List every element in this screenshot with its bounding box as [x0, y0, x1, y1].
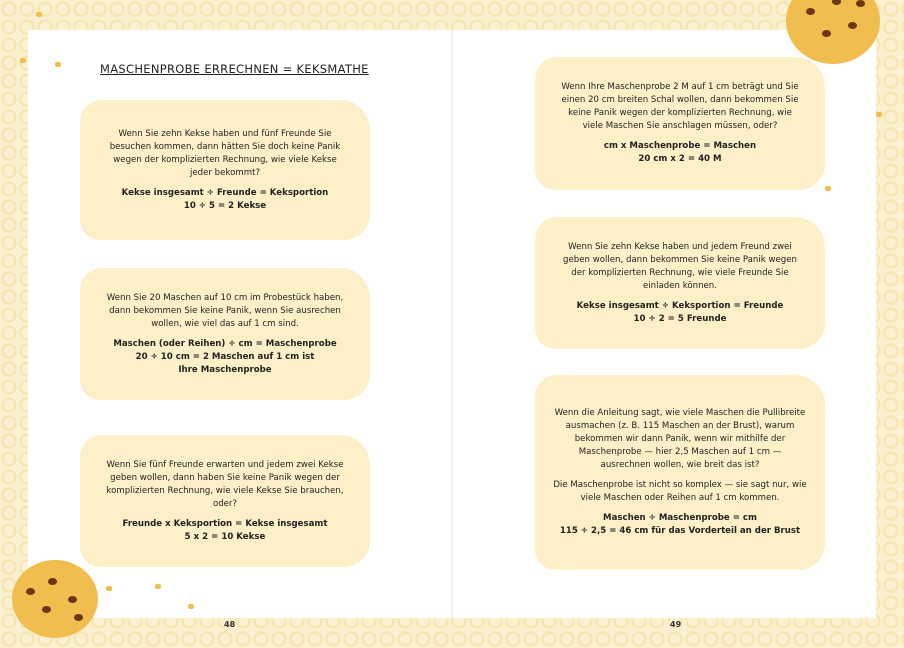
box-text: Wenn Sie fünf Freunde erwarten und jedem zwei Kekse geben wollen, dann haben Sie keine Panik wegen der komplizierten Rechnung, wie viele Kekse Sie brauchen, oder?: [106, 459, 344, 509]
box-text: Wenn Sie 20 Maschen auf 10 cm im Probestück haben, dann bekommen Sie keine Panik, wenn Sie ausrechen wollen, wie viel das auf 1 cm sind.: [106, 292, 344, 329]
box-text: Wenn die Anleitung sagt, wie viele Maschen die Pullibreite ausmachen (z. B. 115 Maschen an der Brust), warum bekommen wir dann Panik, wenn wir mithilfe der Maschenprobe — hier 2,5 Maschen auf 1 cm — ausrechnen wollen, wie breit das ist?: [554, 408, 806, 470]
box-formula: Maschen (oder Reihen) ÷ cm = Maschenprobe: [113, 338, 337, 349]
info-box: [80, 435, 370, 567]
cookie-illustration-bottom: [12, 560, 98, 638]
crumb: [55, 62, 61, 67]
page-number-right: 49: [670, 620, 682, 629]
info-box: [535, 375, 825, 570]
box-text: Wenn Ihre Maschenprobe 2 M auf 1 cm beträgt und Sie einen 20 cm breiten Schal wollen, dann bekommen Sie keine Panik wegen der komplizierten Rechnung, wie viele Maschen Sie anschlagen müssen, oder?: [561, 82, 799, 131]
box-result: 20 cm x 2 = 40 M: [638, 154, 722, 164]
info-box: [80, 100, 370, 240]
crumb: [20, 58, 26, 63]
box-text: Wenn Sie zehn Kekse haben und jedem Freund zwei geben wollen, dann bekommen Sie keine Panik wegen der komplizierten Rechnung, wie viele Freunde Sie einladen können.: [563, 241, 797, 291]
box-formula: Maschen ÷ Maschenprobe = cm: [603, 513, 757, 523]
page-title: MASCHENPROBE ERRECHNEN = KEKSMATHE: [100, 62, 369, 76]
box-formula: Kekse insgesamt ÷ Keksportion = Freunde: [576, 300, 784, 311]
info-box: [80, 268, 370, 400]
gutter-divider: [451, 30, 453, 618]
box-result: 115 ÷ 2,5 = 46 cm für das Vorderteil an der Brust: [559, 526, 801, 536]
page-number-left: 48: [224, 620, 236, 629]
info-box: [535, 57, 825, 190]
box-formula: cm x Maschenprobe = Maschen: [603, 141, 757, 151]
crumb: [155, 584, 161, 589]
crumb: [188, 604, 194, 609]
box-result: 10 ÷ 5 = 2 Kekse: [183, 200, 267, 211]
box-result: 20 ÷ 10 cm = 2 Maschen auf 1 cm ist Ihre Maschenprobe: [135, 351, 315, 375]
crumb: [106, 586, 112, 591]
info-box: [535, 217, 825, 349]
crumb: [825, 186, 831, 191]
box-formula: Kekse insgesamt ÷ Freunde = Keksportion: [121, 187, 329, 198]
box-formula: Freunde x Keksportion = Kekse insgesamt: [122, 518, 328, 529]
crumb: [36, 12, 42, 17]
box-result: 10 ÷ 2 = 5 Freunde: [633, 313, 727, 324]
crumb: [876, 112, 882, 117]
box-result: 5 x 2 = 10 Kekse: [184, 531, 266, 542]
box-text-2: Die Maschenprobe ist nicht so komplex — sie sagt nur, wie viele Maschen oder Reihen auf 1 cm kommen.: [553, 480, 807, 503]
box-text: Wenn Sie zehn Kekse haben und fünf Freunde Sie besuchen kommen, dann hätten Sie doch keine Panik wegen der komplizierten Rechnung, wie viele Kekse jeder bekommt?: [109, 128, 341, 178]
